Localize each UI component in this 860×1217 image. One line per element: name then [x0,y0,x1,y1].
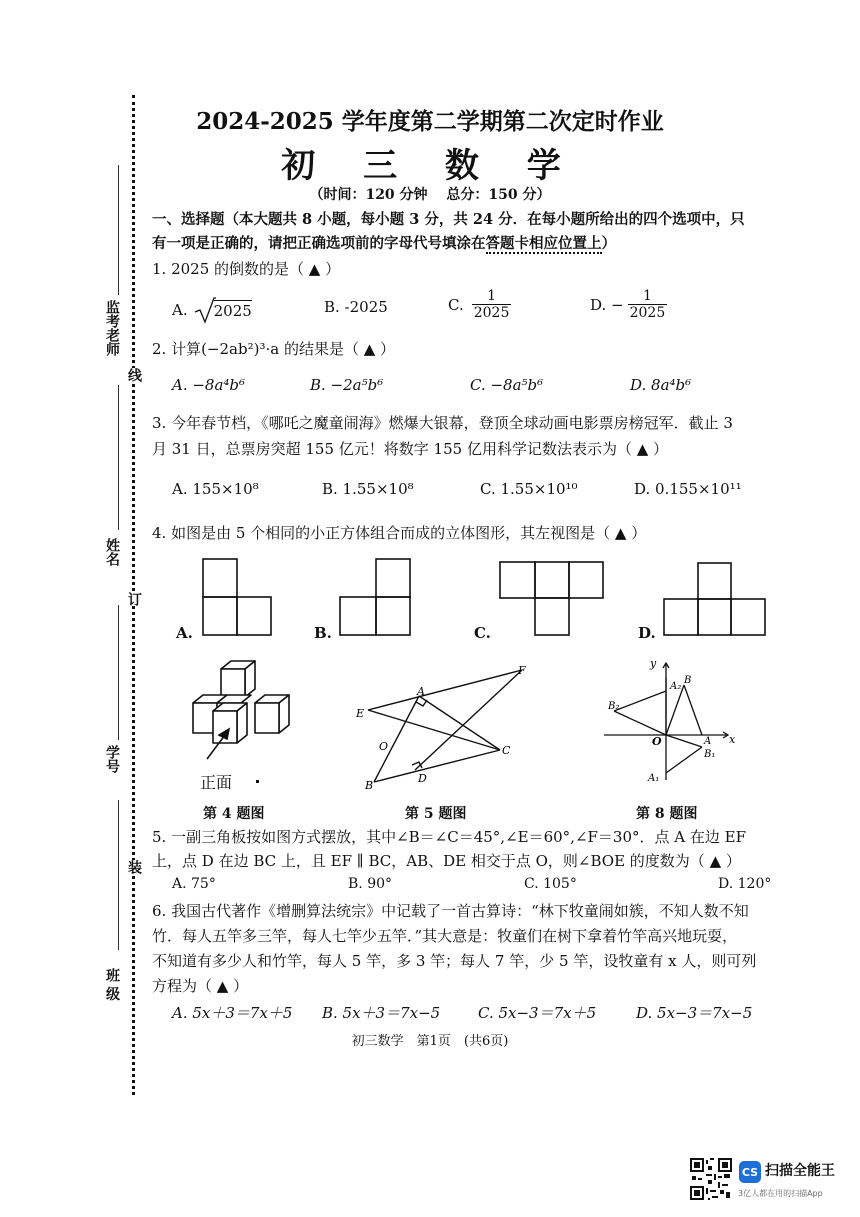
q5-option-a: A. 75° [172,876,216,892]
q4-option-d: D. [638,624,656,642]
f8-label-a: A [704,736,712,747]
q6-option-d: D. 5x−3＝7x−5 [636,1004,753,1022]
f8-label-a2: A₂ [670,681,682,692]
q1-option-d-fraction [628,288,668,321]
q3-option-b: B. 1.55×10⁸ [322,480,414,498]
section1-line1: 一、选择题（本大题共 8 小题，每小题 3 分，共 24 分．在每小题所给出的四个选项中，只 [152,211,745,228]
q6-line1: 6. 我国古代著作《增删算法统宗》中记载了一首古算诗：“林下牧童闹如簇，不知人数不知 [152,902,749,920]
binding-char-zhuang: 装 [126,860,142,874]
q6-line2: 竹．每人五竿多三竿，每人七竿少五竿．”其大意是：牧童们在树下拿着竹竿高兴地玩耍， [152,927,738,945]
binding-label-teacher: 监考老师 [104,300,120,356]
f5-label-e: E [356,707,365,720]
q1-d-numerator: 1 [642,288,652,304]
f8-label-b1: B₁ [704,749,716,760]
q1-option-a-label: A. [172,301,188,319]
q1-d-denominator: 2025 [629,305,666,321]
f8-label-y: y [650,657,657,670]
section1-line2-post: ） [601,235,616,252]
f8-label-a1: A₁ [648,773,660,784]
q1-option-c-label: C. [448,295,464,314]
f5-label-d: D [418,772,427,785]
q4-option-c: C. [474,624,491,642]
figure-4-cubes [185,655,320,770]
radical-icon [194,296,216,324]
q2-option-a: A. −8a⁴b⁶ [172,376,246,394]
q4-option-b: B. [314,624,332,642]
figure-4-caption: 第 4 题图 [203,806,265,822]
q2-option-b: B. −2a⁵b⁶ [310,376,384,394]
q5-line2: 上，点 D 在边 BC 上，且 EF ∥ BC，AB、DE 相交于点 O，则∠BOE 的度数为（ ▲ ） [152,852,741,870]
q1-option-a [172,296,252,324]
binding-field-line-name [118,385,119,530]
page-footer: 初三数学 第1页 (共6页) [351,1034,509,1049]
q6-option-b: B. 5x＋3＝7x−5 [322,1004,441,1022]
f5-label-c: C [502,744,511,757]
section1-emphasis: 答题卡相应位置上 [485,235,602,252]
f5-label-o: O [379,740,389,753]
q3-option-d: D. 0.155×10¹¹ [634,480,742,498]
figure-8-caption: 第 8 题图 [636,806,698,822]
q3-option-c: C. 1.55×10¹⁰ [480,480,578,498]
figure-8-coordinates [598,655,738,785]
q6-option-a: A. 5x＋3＝7x＋5 [172,1004,293,1022]
binding-char-ding: 订 [126,592,142,606]
scanner-app-name: 扫描全能王 [765,1163,835,1179]
section1-line2-pre: 有一项是正确的，请把正确选项前的字母代号填涂在 [152,235,486,252]
figure-5-triangles [350,662,540,792]
qr-code-icon [690,1158,732,1200]
q1-c-numerator: 1 [487,288,496,304]
binding-field-line-number [118,605,119,740]
q1-option-c-fraction [472,288,512,321]
scanner-tagline: 3亿人都在用的扫描App [738,1189,823,1198]
q2-option-c: C. −8a⁵b⁶ [470,376,544,394]
binding-label-student-no: 学号 [104,745,120,773]
q6-line4: 方程为（ ▲ ） [152,977,249,995]
binding-field-line-class [118,800,119,950]
figure-5-caption: 第 5 题图 [405,806,467,822]
f8-label-o: O [652,735,662,748]
q5-line1: 5. 一副三角板按如图方式摆放，其中∠B＝∠C＝45°,∠E＝60°,∠F＝30°．点 A 在边 EF [152,828,747,846]
f5-label-b: B [365,779,374,792]
q1-option-a-radicand: 2025 [213,302,252,320]
exam-subject: 初 三 数 学 [281,146,579,186]
q3-option-a: A. 155×10⁸ [172,480,259,498]
section1-line2 [152,232,802,256]
figure-4-dot [256,780,259,783]
exam-title: 2024-2025 学年度第二学期第二次定时作业 [196,108,664,135]
binding-label-class: 班 级 [104,968,120,1001]
q6-option-c: C. 5x−3＝7x＋5 [478,1004,597,1022]
q5-option-d: D. 120° [718,876,772,892]
binding-label-name: 姓名 [104,538,120,566]
q1-stem: 1. 2025 的倒数的是（ ▲ ） [152,260,341,278]
q4-stem: 4. 如图是由 5 个相同的小正方体组合而成的立体图形，其左视图是（ ▲ ） [152,524,647,542]
q1-option-b: B. -2025 [324,298,388,316]
cs-logo-icon: CS [739,1161,761,1183]
f5-label-f: F [518,664,526,677]
q3-line1: 3. 今年春节档，《哪吒之魔童闹海》燃爆大银幕，登顶全球动画电影票房榜冠军．截止 3 [152,414,733,432]
q6-line3: 不知道有多少人和竹竿，每人 5 竿，多 3 竿；每人 7 竿，少 5 竿，设牧童有 x 人，则可列 [152,952,757,970]
q1-c-denominator: 2025 [473,305,510,321]
q4-option-a: A. [176,624,193,642]
q5-option-b: B. 90° [348,876,393,892]
f5-label-a: A [417,685,425,698]
q2-option-d: D. 8a⁴b⁶ [630,376,692,394]
binding-char-line: 线 [126,368,142,382]
q5-option-c: C. 105° [524,876,577,892]
q3-line2: 月 31 日，总票房突超 155 亿元！将数字 155 亿用科学记数法表示为（ ▲ ） [152,440,669,458]
f8-label-x: x [729,733,736,746]
q2-stem: 2. 计算(−2ab²)³·a 的结果是（ ▲ ） [152,340,396,358]
f8-label-b2: B₂ [608,701,620,712]
exam-meta: （时间：120 分钟 总分：150 分） [309,187,551,203]
section1-instructions [152,208,802,256]
q1-option-d-label: D. − [590,295,624,314]
q1-option-d [590,288,667,321]
f8-label-b: B [684,675,692,686]
q1-option-c [448,288,511,321]
figure-4-front-label: 正面 [200,773,233,792]
